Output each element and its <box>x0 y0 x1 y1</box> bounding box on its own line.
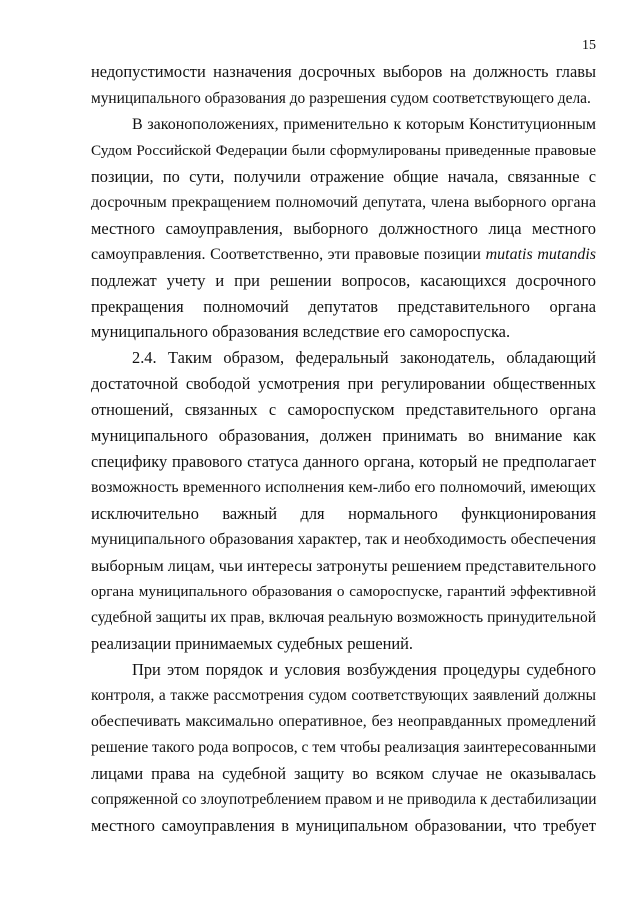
text-line: обеспечивать максимально оперативное, без неоправданных промедлений <box>91 713 596 730</box>
text-line: 2.4. Таким образом, федеральный законодатель, обладающий <box>132 348 596 367</box>
text-line: местного самоуправления, выборного должностного лица местного <box>91 219 596 238</box>
text-line: контроля, а также рассмотрения судом соответствующих заявлений должны <box>91 687 596 704</box>
text-line: органа муниципального образования о самороспуске, гарантий эффективной <box>91 583 596 600</box>
text-line: специфику правового статуса данного органа, который не предполагает <box>91 452 596 471</box>
text-line: отношений, связанных с самороспуском представительного органа <box>91 400 596 419</box>
text-line: муниципального образования характер, так и необходимость обеспечения <box>91 531 597 548</box>
text-line: сопряженной со злоупотреблением правом и не приводила к дестабилизации <box>91 791 597 808</box>
text-line: При этом порядок и условия возбуждения процедуры судебного <box>132 660 596 679</box>
text-line: муниципального образования, должен принимать во внимание как <box>91 426 596 445</box>
text-line: позиции, по сути, получили отражение общие начала, связанные с <box>91 167 596 186</box>
text-line: прекращения полномочий депутатов представительного органа <box>91 297 596 316</box>
text-line: Судом Российской Федерации были сформулированы приведенные правовые <box>91 142 596 159</box>
text-line: исключительно важный для нормального функционирования <box>91 504 596 523</box>
text-line: возможность временного исполнения кем-либо его полномочий, имеющих <box>91 479 596 496</box>
text-line: досрочным прекращением полномочий депутата, члена выборного органа <box>91 194 596 211</box>
text-line: решение такого рода вопросов, с тем чтобы реализация заинтересованными <box>91 739 597 756</box>
text-line: лицами права на судебной защиту во всяком случае не оказывалась <box>91 764 596 783</box>
text-line: В законоположениях, применительно к которым Конституционным <box>132 116 596 133</box>
text-line: муниципального образования до разрешения судом соответствующего дела. <box>91 90 591 107</box>
text-line: недопустимости назначения досрочных выборов на должность главы <box>91 62 596 81</box>
page-number: 15 <box>582 38 596 53</box>
text-line: достаточной свободой усмотрения при регулировании общественных <box>91 374 596 393</box>
text-line: реализации принимаемых судебных решений. <box>91 634 414 653</box>
text-line: местного самоуправления в муниципальном образовании, что требует <box>91 816 596 835</box>
text-line: подлежат учету и при решении вопросов, касающихся досрочного <box>91 271 596 290</box>
text-line: самоуправления. Соответственно, эти правовые позиции mutatis mutandis <box>91 246 596 263</box>
text-line: судебной защиты их прав, включая реальную возможность принудительной <box>91 609 597 626</box>
text-line: выборным лицам, чьи интересы затронуты решением представительного <box>91 557 597 575</box>
text-line: муниципального образования вследствие его самороспуска. <box>91 322 511 341</box>
